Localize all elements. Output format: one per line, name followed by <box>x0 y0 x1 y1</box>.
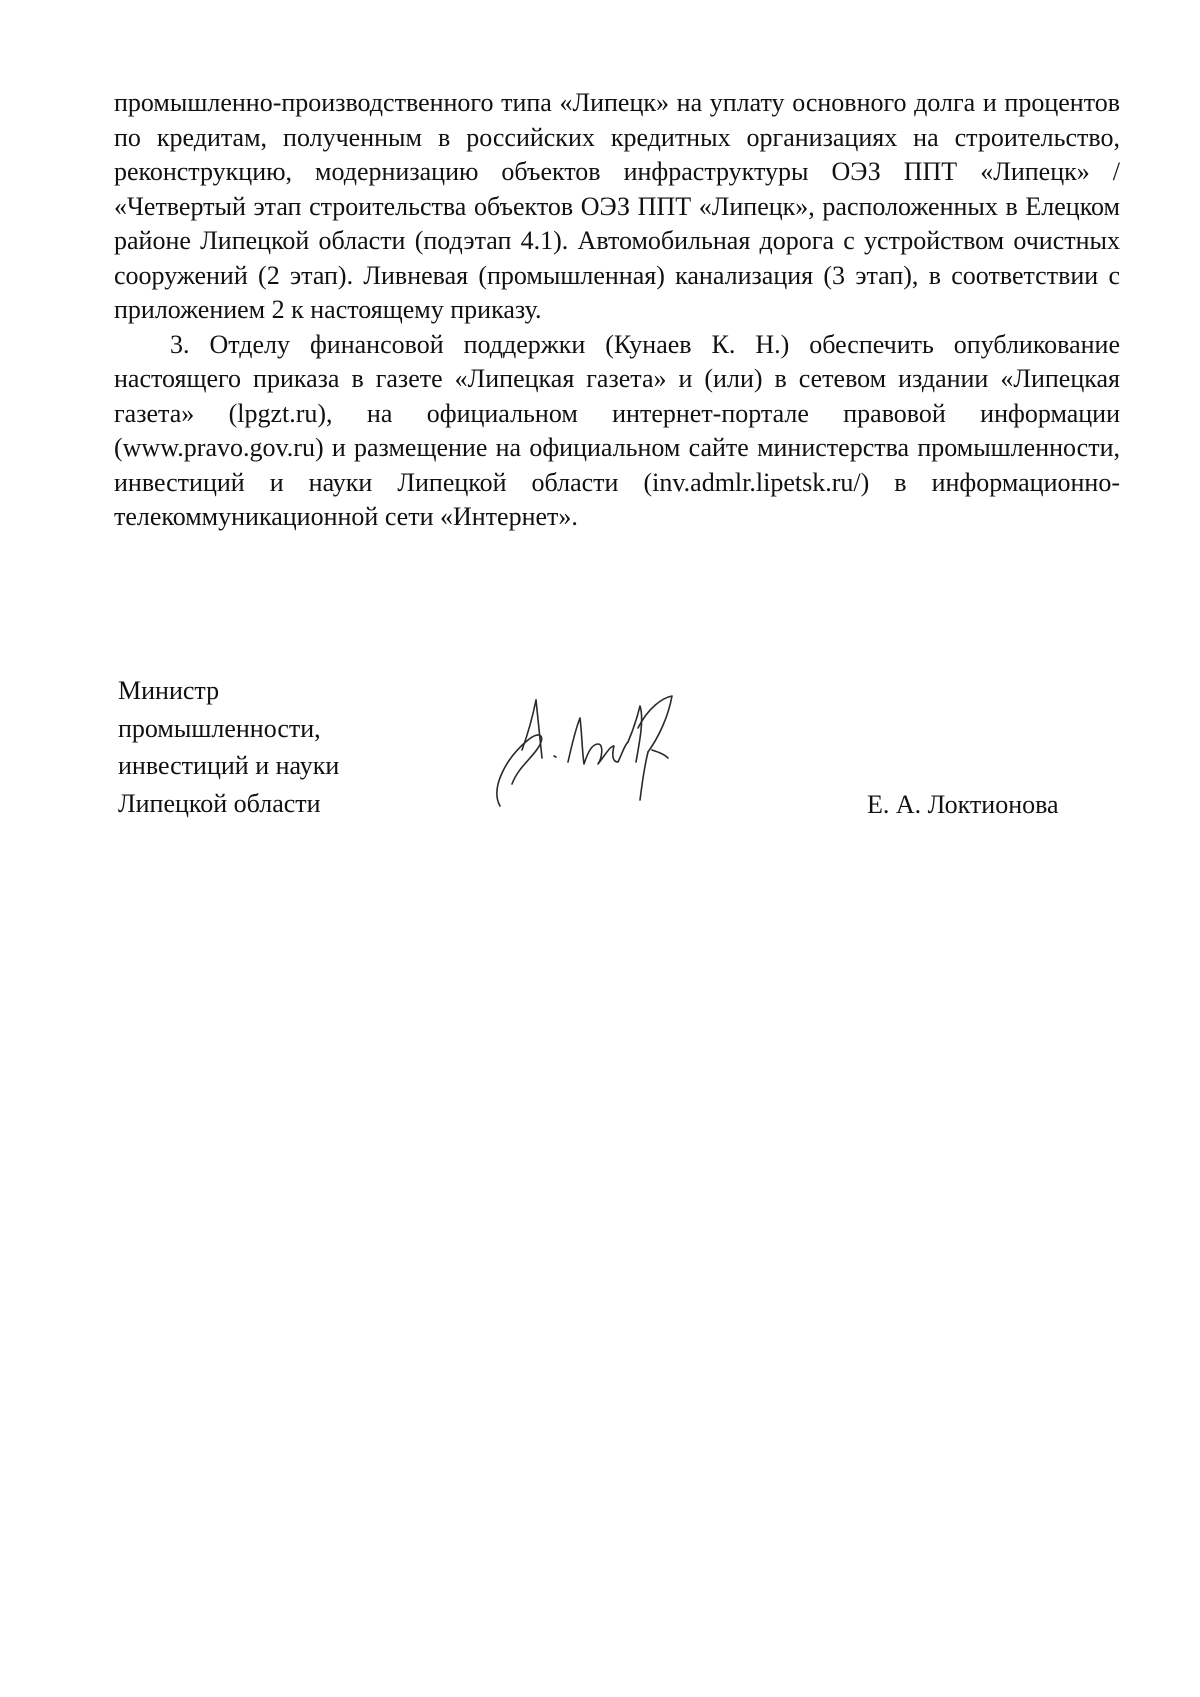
paragraph-continuation: промышленно-производственного типа «Липецк» на уплату основного долга и процентов по кредитам, полученным в российских кредитных организациях на строительство, реконструкцию, модернизацию объектов инфраструктуры ОЭЗ ППТ «Липецк» / «Четвертый этап строительства объектов ОЭЗ ППТ «Липецк», расположенных в Елецком районе Липецкой области (подэтап 4.1). Автомобильная дорога с устройством очистных сооружений (2 этап). Ливневая (промышленная) канализация (3 этап), в соответствии с приложением 2 к настоящему приказу. <box>114 88 1120 324</box>
document-body <box>114 86 1120 535</box>
signatory-position <box>118 672 339 822</box>
position-line: Министр <box>118 676 220 705</box>
position-line: инвестиций и науки <box>118 751 340 780</box>
position-line: Липецкой области <box>118 788 321 818</box>
signatory-name: Е. А. Локтионова <box>867 790 1059 819</box>
position-line: промышленности, <box>118 713 321 743</box>
paragraph-item-3: 3. Отделу финансовой поддержки (Кунаев К. Н.) обеспечить опубликование настоящего приказа в газете «Липецкая газета» и (или) в сетевом издании «Липецкая газета» (lpgzt.ru), на официальном интернет-портале правовой информации (www.pravo.gov.ru) и размещение на официальном сайте министерства промышленности, инвестиций и науки Липецкой области (inv.admlr.lipetsk.ru/) в информационно-телекоммуникационной сети «Интернет». <box>114 329 1120 531</box>
handwritten-signature-icon <box>488 688 688 813</box>
